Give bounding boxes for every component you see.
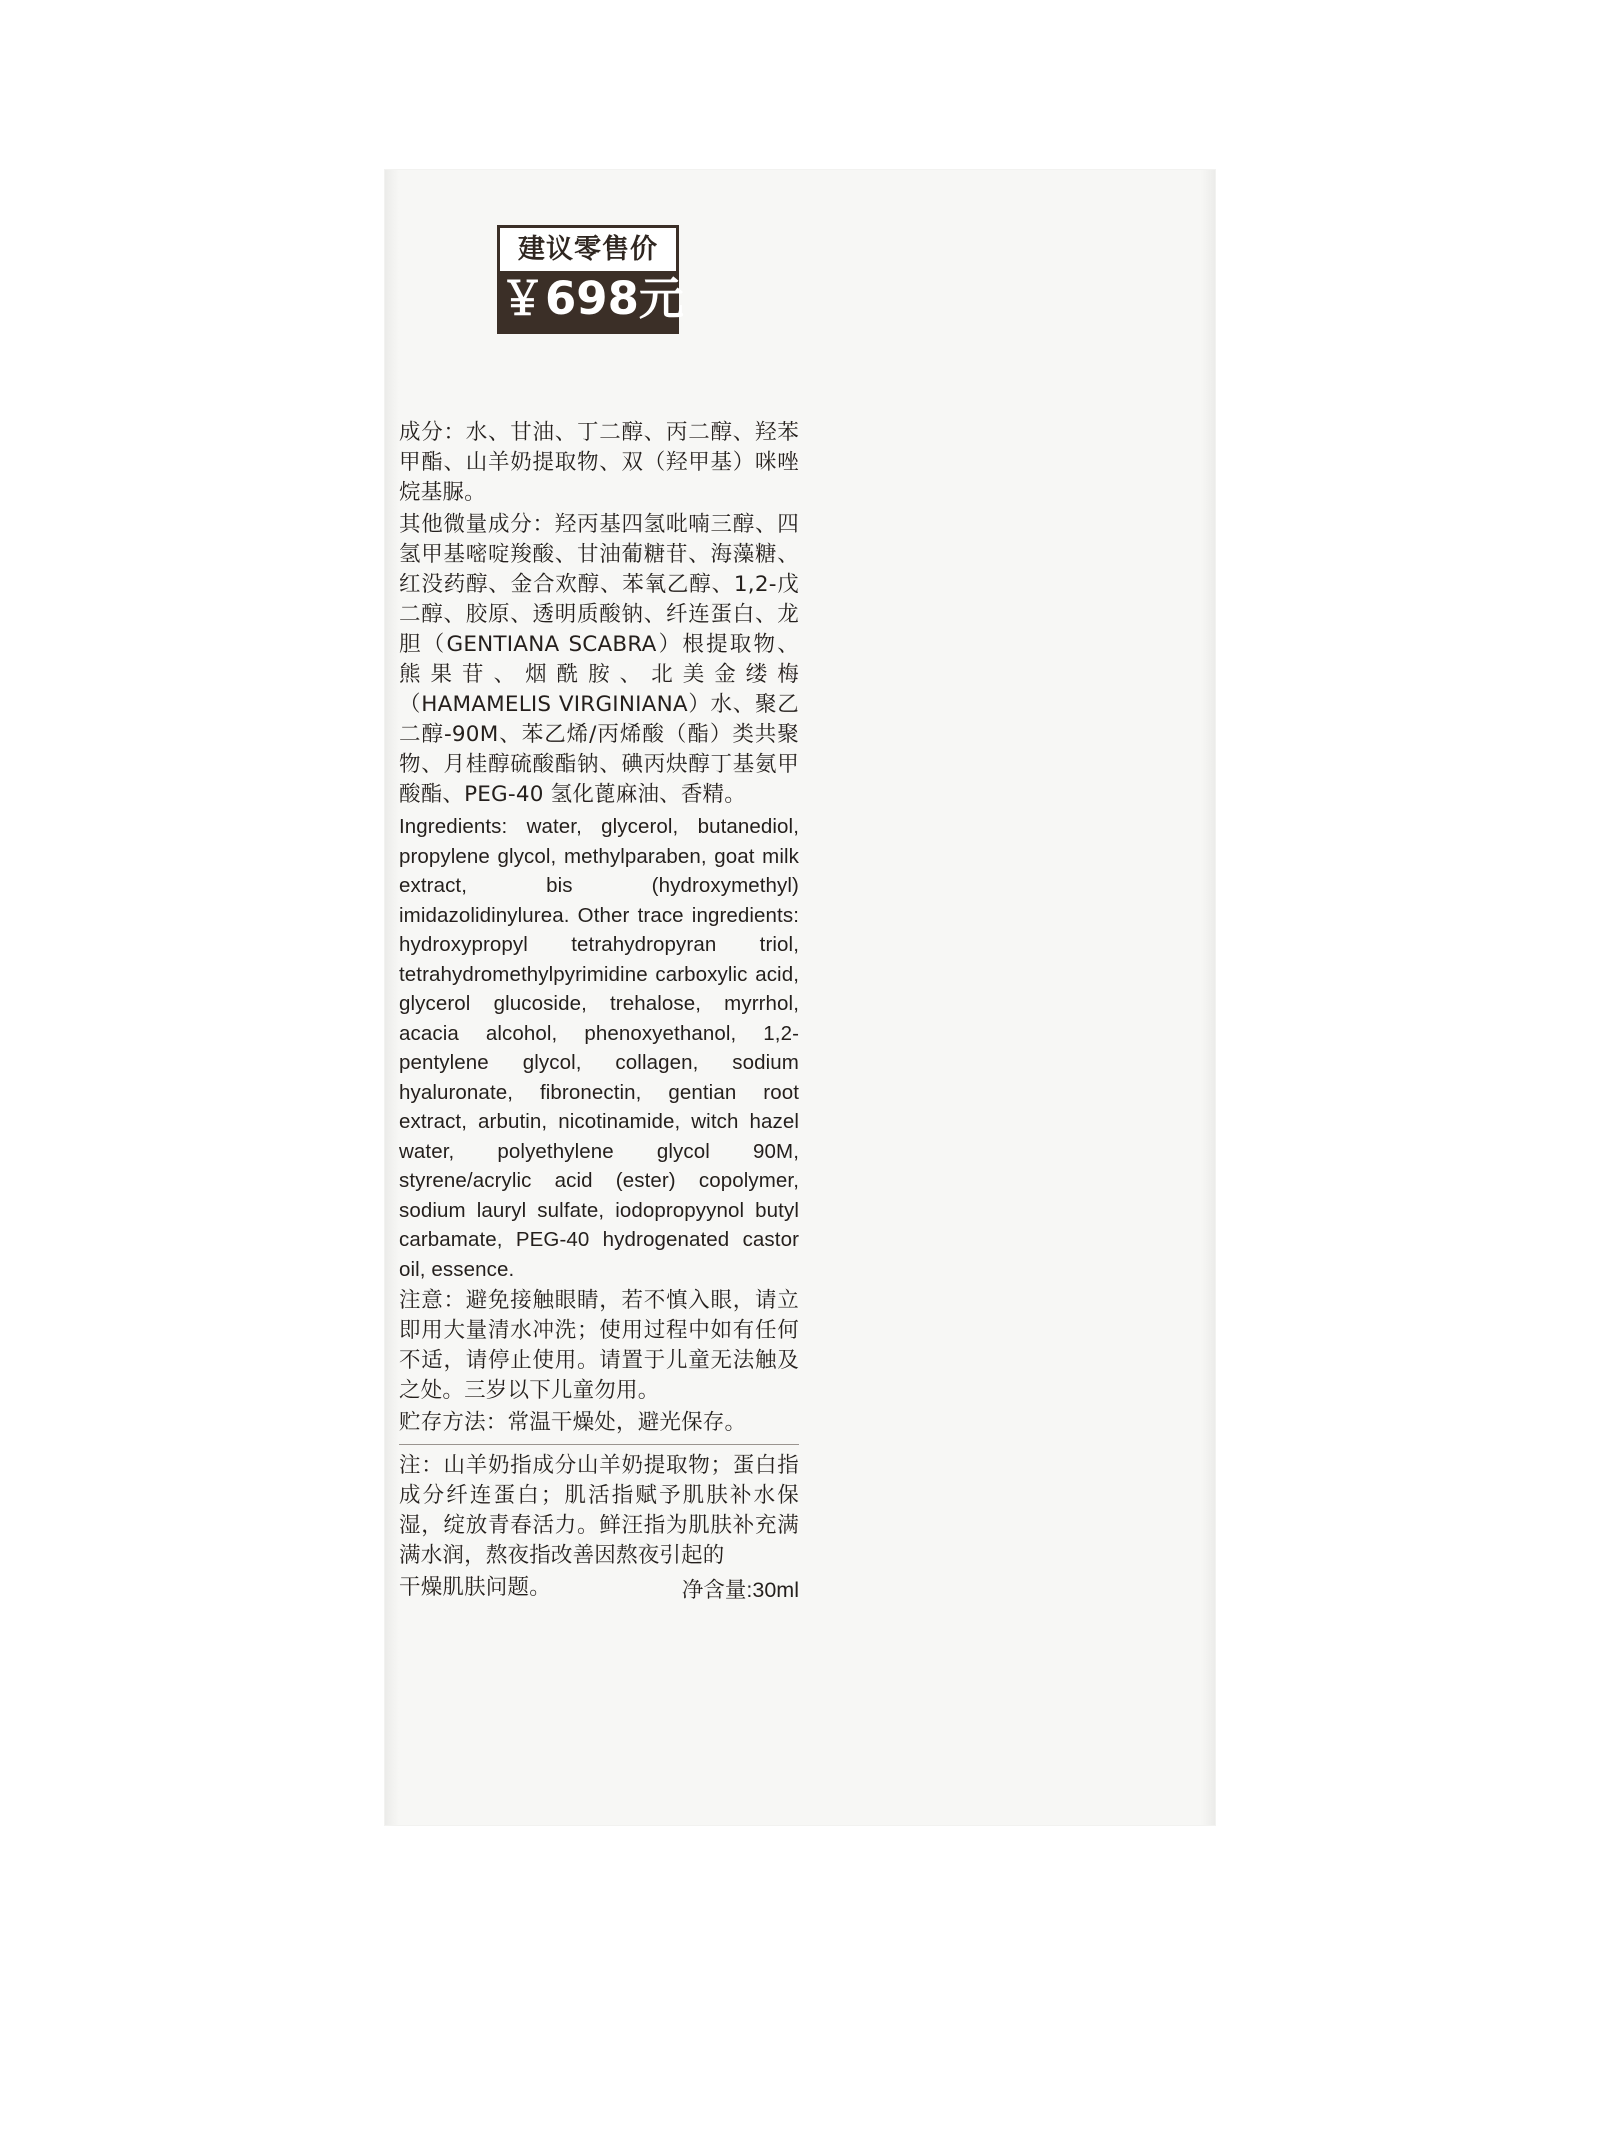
footnote-last-line: 干燥肌肤问题。: [399, 1575, 551, 1600]
ingredients-cn-paragraph: 成分：水、甘油、丁二醇、丙二醇、羟苯甲酯、山羊奶提取物、双（羟甲基）咪唑烷基脲。: [399, 420, 799, 505]
price-value-container: [500, 271, 684, 331]
product-package-panel: [385, 170, 1215, 1825]
trace-ingredients-cn-paragraph: 其他微量成分：羟丙基四氢吡喃三醇、四氢甲基嘧啶羧酸、甘油葡糖苷、海藻糖、红没药醇、金合欢醇、苯氧乙醇、1,2-戊二醇、胶原、透明质酸钠、纤连蛋白、龙胆（GENTIANA SCABRA）根提取物、熊果苷、烟酰胺、北美金缕梅（HAMAMELIS VIRGINIANA）水、聚乙二醇-90M、苯乙烯/丙烯酸（酯）类共聚物、月桂醇硫酸酯钠、碘丙炔醇丁基氨甲酸酯、PEG-40 氢化蓖麻油、香精。: [399, 512, 799, 807]
ingredients-en-paragraph: Ingredients: water, glycerol, butanediol, propylene glycol, methylparaben, goat milk extract, bis (hydroxymethyl) imidazolidinylurea. Other trace ingredients: hydroxypropyl tetrahydropyran triol, tetrahydromethylpyrimidine carboxylic acid, glycerol glucoside, trehalose, myrrhol, acacia alcohol, phenoxyethanol, 1,2-pentylene glycol, collagen, sodium hyaluronate, fibronectin, gentian root extract, arbutin, nicotinamide, witch hazel water, polyethylene glycol 90M, styrene/acrylic acid (ester) copolymer, sodium lauryl sulfate, iodopropyynol butyl carbamate, PEG-40 hydrogenated castor oil, essence.: [399, 815, 799, 1281]
price-value: ￥698元: [500, 272, 684, 325]
price-label: 建议零售价: [518, 234, 658, 265]
ingredients-text-block: [399, 418, 799, 1605]
footnote-cn-paragraph: 注：山羊奶指成分山羊奶提取物；蛋白指成分纤连蛋白；肌活指赋予肌肤补水保湿，绽放青春活力。鲜汪指为肌肤补充满满水润，熬夜指改善因熬夜引起的: [399, 1453, 799, 1568]
section-divider: [399, 1444, 799, 1445]
caution-cn-paragraph: 注意：避免接触眼睛，若不慎入眼，请立即用大量清水冲洗；使用过程中如有任何不适，请停止使用。请置于儿童无法触及之处。三岁以下儿童勿用。: [399, 1288, 799, 1403]
storage-cn-paragraph: 贮存方法：常温干燥处，避光保存。: [399, 1410, 747, 1435]
price-badge: [497, 225, 684, 334]
footnote-last-row: [399, 1573, 799, 1605]
net-content-label: 净含量:30ml: [681, 1578, 799, 1602]
